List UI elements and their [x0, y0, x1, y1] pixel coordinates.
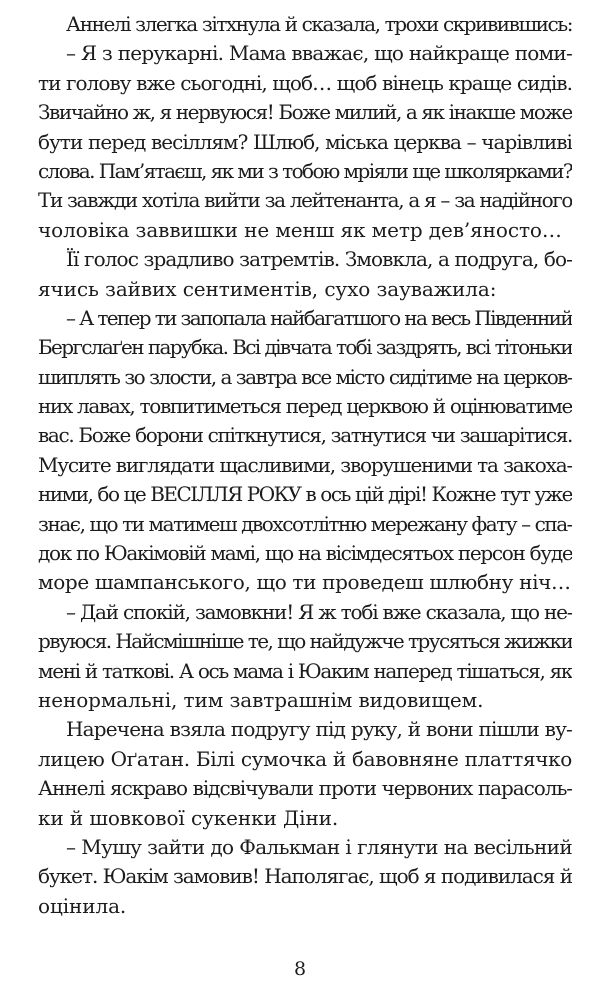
text-line: ки й шовкової сукенки Діни.	[38, 805, 339, 830]
text-line: Наречена взяла подругу під руку, й вони пішли ву-	[66, 717, 572, 742]
text-line: Бергслаґен парубка. Всі дівчата тобі заздрять, всі тітоньки	[38, 335, 572, 360]
text-line: Аннелі злегка зітхнула й сказала, трохи скривившись:	[66, 12, 572, 36]
text-line: – Дай спокій, замовкни! Я ж тобі вже сказала, що не-	[66, 599, 572, 624]
text-line: Ти завжди хотіла вийти за лейтенанта, а я – за надійного	[38, 188, 572, 213]
text-line: – Я з перукарні. Мама вважає, що найкраще поми-	[66, 41, 572, 66]
text-line: Мусите виглядати щасливими, зворушеними та закоха-	[38, 452, 572, 477]
text-line: море шампанського, що ти проведеш шлюбну ніч…	[38, 570, 571, 595]
page-number: 8	[293, 958, 307, 980]
text-line: бути перед весіллям? Шлюб, міська церква – чарівливі	[38, 129, 572, 154]
text-line: слова. Пам’ятаєш, як ми з тобою мріяли ще школярками?	[38, 158, 572, 183]
text-line: ячись зайвих сентиментів, сухо зауважила:	[38, 276, 497, 301]
text-line: Звичайно ж, я нервуюся! Боже милий, а як інакше може	[38, 100, 572, 125]
text-line: ненормальні, тим завтрашнім видовищем.	[38, 687, 484, 712]
body-text	[38, 10, 572, 921]
text-line: мені й таткові. А ось мама і Юаким наперед тішаться, як	[38, 658, 572, 683]
text-line: вас. Боже борони спіткнутися, затнутися чи зашарітися.	[38, 423, 572, 448]
text-line: чоловіка заввишки не менш як метр дев’яносто…	[38, 217, 562, 242]
text-line: – Мушу зайти до Фалькман і глянути на весільний	[66, 834, 572, 859]
text-line: лицею Оґатан. Білі сумочка й бавовняне платтячко	[38, 746, 572, 771]
text-line: знає, що ти матимеш двохсотлітню мережану фату – спа-	[38, 511, 572, 536]
text-line: Її голос зрадливо затремтів. Змовкла, а подруга, бо-	[66, 247, 572, 272]
text-line: ти голову вже сьогодні, щоб… щоб вінець краще сидів.	[38, 70, 572, 95]
text-line: рвуюся. Найсмішніше те, що найдужче трусяться жижки	[38, 629, 572, 654]
text-line: шиплять зо злости, а завтра все місто сидітиме на церков-	[38, 364, 572, 389]
text-line: Аннелі яскраво відсвічували проти червоних парасоль-	[38, 776, 572, 801]
text-line: букет. Юакім замовив! Наполягає, щоб я подивилася й	[38, 864, 572, 889]
text-line: док по Юакімовій мамі, що на вісімдесятьох персон буде	[38, 541, 572, 566]
text-line: ними, бо це ВЕСІЛЛЯ РОКУ в ось цій дірі! Кожне тут уже	[38, 482, 572, 507]
text-line: – А тепер ти запопала найбагатшого на весь Південний	[66, 305, 572, 330]
text-line: них лавах, товпитиметься перед церквою й оцінюватиме	[38, 394, 572, 419]
text-line: оцінила.	[38, 893, 127, 918]
